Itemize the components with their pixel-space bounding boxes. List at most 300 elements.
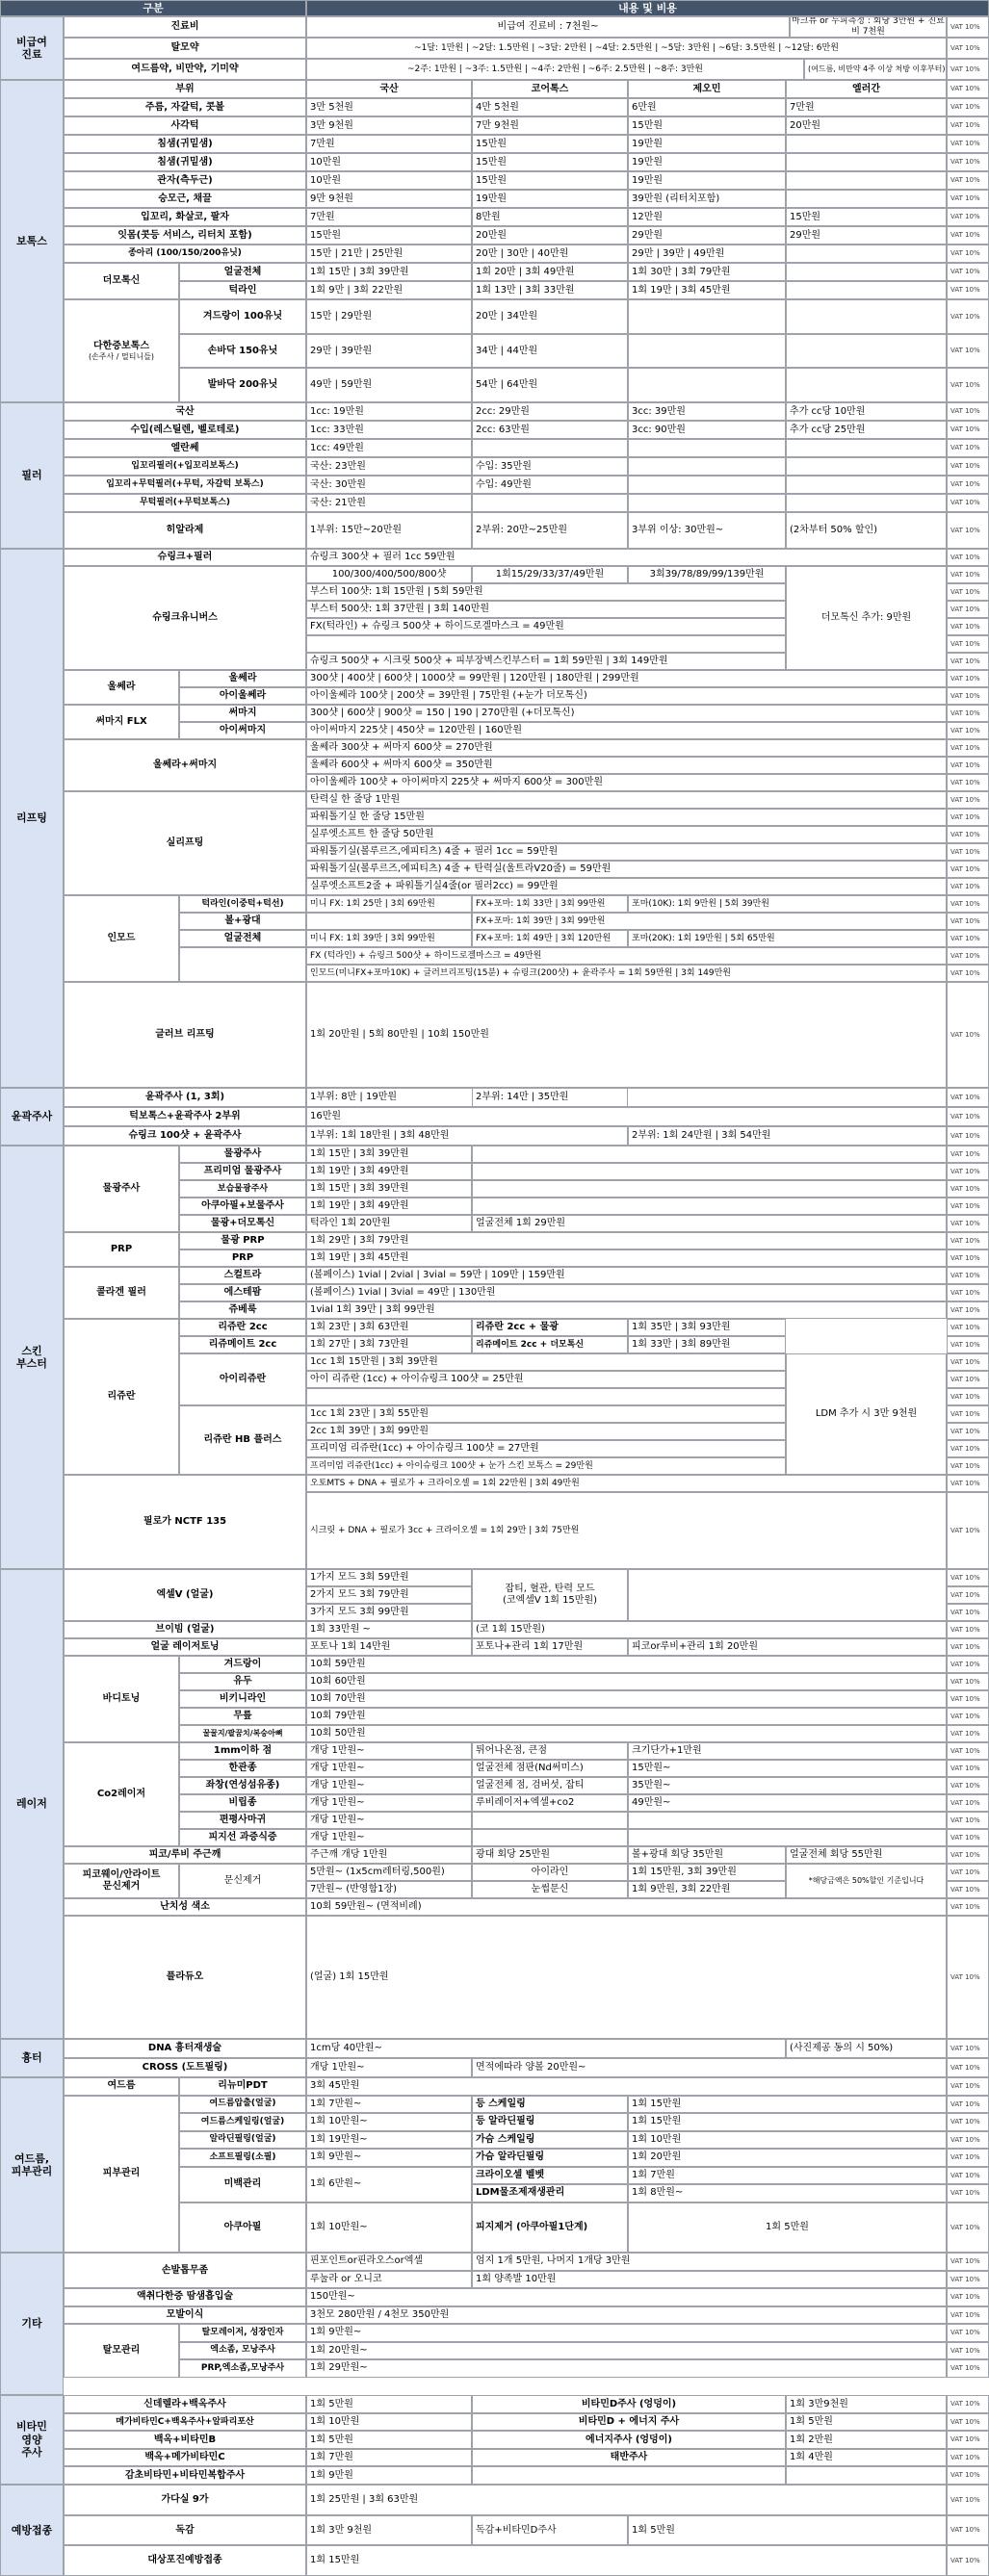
tattoo-label-1: 피코웨이/안라이트 <box>82 1869 161 1880</box>
cell-10: 7만 9천원 <box>472 116 628 135</box>
vat-label: VAT 10% <box>947 2096 989 2114</box>
vat-label: VAT 10% <box>947 1812 989 1829</box>
cell-55 <box>786 299 947 334</box>
cell-19: 19만원 <box>628 153 786 171</box>
cell-131 <box>306 913 472 930</box>
cell-139: 인모드(미니FX+포마10K) + 글러브리프팅(15분) + 슈링크(200샷) + 윤곽주사 = 1회 59만원 | 3회 149만원 <box>306 965 947 982</box>
cell-65 <box>786 368 947 402</box>
vat-label: VAT 10% <box>947 421 989 439</box>
vat-label: VAT 10% <box>947 1126 989 1146</box>
cell-328: 에너지주사 (엉덩이) <box>472 2431 786 2449</box>
cell-241: 개당 1만원~ <box>306 1812 472 1829</box>
cell-149: 2부위: 1회 24만원 | 3회 54만원 <box>628 1126 947 1146</box>
cell-335: 1회 9만원 <box>306 2466 472 2485</box>
cell-299: 1회 10만원~ <box>306 2202 472 2254</box>
cell-168: 1회 29만 | 3회 79만원 <box>306 1232 947 1249</box>
filler-label: 히알라제 <box>64 512 306 549</box>
cell-204 <box>628 1569 947 1621</box>
header-content: 내용 및 비용 <box>306 0 989 16</box>
row-label: 탈모약 <box>64 38 306 59</box>
vat-label: VAT 10% <box>947 208 989 226</box>
vat-label: VAT 10% <box>947 1232 989 1249</box>
vat-label: VAT 10% <box>947 583 989 601</box>
vat-label: VAT 10% <box>947 2359 989 2378</box>
cell-98: 3회39/78/89/99/139만원 <box>628 566 786 583</box>
cell-296: LDM물조제재생관리 <box>472 2184 628 2202</box>
vat-label: VAT 10% <box>947 1388 989 1405</box>
vat-label: VAT 10% <box>947 2202 989 2254</box>
cell-143: 1부위: 8만 | 19만원 <box>306 1088 628 1107</box>
filler-label: 국산 <box>64 402 306 421</box>
vat-label: VAT 10% <box>947 80 989 98</box>
cell-87 <box>472 494 628 512</box>
cell-320: 비타민D주사 (엉덩이) <box>472 2395 786 2413</box>
cell-135: FX+포마: 1회 49만 | 3회 120만원 <box>472 930 628 947</box>
cell-35: 29만원 <box>628 226 786 245</box>
cell-281: 1회 10만원~ <box>306 2113 472 2131</box>
vat-label: VAT 10% <box>947 494 989 512</box>
col-allergan: 엘러간 <box>786 80 947 98</box>
cell-184: 1회 27만 | 3회 73만원 <box>306 1336 472 1353</box>
cell-313: 1회 9만원~ <box>306 2324 947 2342</box>
vat-label: VAT 10% <box>947 1146 989 1163</box>
vat-label: VAT 10% <box>947 439 989 457</box>
cell-132: FX+포마: 1회 39만 | 3회 99만원 <box>472 913 947 930</box>
vat-label: VAT 10% <box>947 687 989 705</box>
cell-169: PRP <box>179 1249 306 1267</box>
cell-103: 슈링크 500샷 + 시크릿 500샷 + 피부장벽스킨부스터 = 1회 59만원 | 3회 149만원 <box>306 653 786 670</box>
vat-label: VAT 10% <box>947 1638 989 1656</box>
cell-183: 리쥬메이트 2cc <box>179 1336 306 1353</box>
vat-label: VAT 10% <box>947 98 989 116</box>
cell-144: 2부위: 14만 | 35만원 <box>472 1088 947 1107</box>
cell-126: 턱라인(이중턱+턱선) <box>179 895 306 913</box>
vat-label: VAT 10% <box>947 1180 989 1198</box>
cell-113: 아이써마지 225샷 | 450샷 = 120만원 | 160만원 <box>306 722 947 739</box>
botox-part: 관자(측두근) <box>64 171 306 190</box>
cell-85 <box>786 476 947 494</box>
cell-161: 1회 19만 | 3회 49만원 <box>306 1198 472 1215</box>
multi-subtitle: (손주사 / 멀티니들) <box>88 351 155 361</box>
cell-228: 한관종 <box>179 1760 306 1777</box>
cell-72: 3cc: 90만원 <box>628 421 786 439</box>
cell-0: 비급여 진료비 : 7천원~ <box>306 16 790 38</box>
cell-192: 1cc 1회 23만 | 3회 55만원 <box>306 1405 786 1423</box>
cell-181: 리쥬란 2cc + 물광 <box>472 1319 628 1336</box>
cell-289: 1회 9만원~ <box>306 2149 472 2167</box>
vat-label: VAT 10% <box>947 878 989 895</box>
cell-162 <box>472 1198 947 1215</box>
cell-268: (사진제공 동의 시 50%) <box>786 2039 947 2058</box>
cell-187: 아이리쥬란 <box>179 1353 306 1405</box>
vat-label: VAT 10% <box>947 1864 989 1881</box>
cell-22: 15만원 <box>472 171 628 190</box>
vat-label: VAT 10% <box>947 913 989 930</box>
vat-label: VAT 10% <box>947 368 989 402</box>
tattoo-label-2: 문신제거 <box>102 1881 141 1892</box>
vat-label: VAT 10% <box>947 1215 989 1232</box>
category-skinbooster: 스킨 부스터 <box>0 1146 64 1569</box>
cell-3: ~2주: 1만원 | ~3주: 1.5만원 | ~4주: 2만원 | ~6주: 2.5만원 | ~8주: 3만원 <box>306 59 804 80</box>
cell-211: 피코or루비+관리 1회 20만원 <box>628 1638 947 1656</box>
vat-label: VAT 10% <box>947 1708 989 1725</box>
vat-label: VAT 10% <box>947 1440 989 1457</box>
cell-89 <box>786 494 947 512</box>
cell-153 <box>472 1146 947 1163</box>
cell-37: 15만 | 21만 | 25만원 <box>306 245 472 263</box>
cell-237: 개당 1만원~ <box>306 1794 472 1812</box>
vat-label: VAT 10% <box>947 1656 989 1673</box>
vat-label: VAT 10% <box>947 1353 989 1371</box>
vat-label: VAT 10% <box>947 1492 989 1569</box>
cell-123: 파워톨기실(볼루르즈,에피티츠) 4줄 + 탄력실(울트라V20줄) = 59만원 <box>306 861 947 878</box>
cell-234: 얼굴전체 점, 검버섯, 잡티 <box>472 1777 628 1794</box>
cell-62: 49만 | 59만원 <box>306 368 472 402</box>
cell-253 <box>64 1864 179 1898</box>
cell-125: 인모드 <box>64 895 179 982</box>
cell-121: 실루엣소프트 한 줄당 50만원 <box>306 826 947 843</box>
vat-label: VAT 10% <box>947 2324 989 2342</box>
category-lifting: 리프팅 <box>0 549 64 1088</box>
filler-label: 엘란쎄 <box>64 439 306 457</box>
botox-part: 침샘(귀밑샘) <box>64 153 306 171</box>
cell-330: 백옥+메가비타민C <box>64 2449 306 2466</box>
vat-label: VAT 10% <box>947 549 989 566</box>
cell-174: 에스테팜 <box>179 1284 306 1301</box>
cell-49: 1회 19만 | 3회 45만원 <box>628 281 786 299</box>
cell-227: 크기단가+1만원 <box>628 1742 947 1760</box>
cell-263: 10회 59만원~ (면적비례) <box>306 1898 947 1916</box>
cell-338: 가다실 9가 <box>64 2485 306 2515</box>
cell-124: 실루엣소프트2줄 + 파워톨기실4줄(or 필러2cc) = 99만원 <box>306 878 947 895</box>
cell-140: 글러브 리프팅 <box>64 982 306 1088</box>
cell-197: 오토MTS + DNA + 필로가 + 크라이오셀 = 1회 22만원 | 3회 49만원 <box>306 1475 947 1492</box>
cell-230: 얼굴전체 점판(Nd써미스) <box>472 1760 628 1777</box>
cell-180: 1회 23만 | 3회 63만원 <box>306 1319 472 1336</box>
cell-150: 물광주사 <box>64 1146 179 1232</box>
cell-304: 루눌라 or 오니코 <box>306 2271 472 2289</box>
rejuran-note: LDM 추가 시 3만 9천원 <box>786 1353 947 1475</box>
cell-129: 포마(10K): 1회 9만원 | 5회 39만원 <box>628 895 947 913</box>
vat-label: VAT 10% <box>947 1846 989 1864</box>
vat-label: VAT 10% <box>947 2131 989 2150</box>
cell-176: 쥬베룩 <box>179 1301 306 1319</box>
cell-71: 2cc: 63만원 <box>472 421 628 439</box>
cell-317: 1회 29만원~ <box>306 2359 947 2378</box>
vat-label: VAT 10% <box>947 1760 989 1777</box>
botox-part: 입꼬리, 화살코, 팔자 <box>64 208 306 226</box>
vat-label: VAT 10% <box>947 635 989 653</box>
cell-194: 프리미엄 리쥬란(1cc) + 아이슈링크 100샷 = 27만원 <box>306 1440 786 1457</box>
cell-260: 1회 9만원, 3회 22만원 <box>628 1881 786 1898</box>
cell-235: 35만원~ <box>628 1777 947 1794</box>
vat-label: VAT 10% <box>947 476 989 494</box>
vat-label: VAT 10% <box>947 402 989 421</box>
cell-122: 파워톨기실(볼루르즈,에피티츠) 4줄 + 필러 1cc = 59만원 <box>306 843 947 861</box>
cell-170: 1회 19만 | 3회 45만원 <box>306 1249 947 1267</box>
cell-214: 10회 59만원 <box>306 1656 947 1673</box>
cell-48: 1회 13만 | 3회 33만원 <box>472 281 628 299</box>
cell-202: 3가지 모드 3회 99만원 <box>306 1604 472 1621</box>
cell-104: 울쎄라 <box>64 670 179 705</box>
cell-23: 19만원 <box>628 171 786 190</box>
cell-195: 프리미엄 리쥬란(1cc) + 아이슈링크 100샷 + 눈가 스킨 보톡스 = 29만원 <box>306 1457 786 1475</box>
category-acne: 여드름, 피부관리 <box>0 2077 64 2253</box>
cell-207: (코 1회 15만원) <box>472 1621 947 1638</box>
cell-212: 바디토닝 <box>64 1656 179 1742</box>
vat-label: VAT 10% <box>947 226 989 245</box>
cell-137 <box>179 947 306 982</box>
vat-label: VAT 10% <box>947 739 989 757</box>
cell-203: 잡티, 혈관, 탄력 모드 (코엑셀V 1회 15만원) <box>472 1569 628 1621</box>
cell-288: 소프트필링(소필) <box>179 2149 306 2167</box>
cell-340: 독감 <box>64 2515 306 2545</box>
cell-110: 써마지 <box>179 705 306 722</box>
vat-label: VAT 10% <box>947 601 989 618</box>
cell-339: 1회 25만원 | 3회 63만원 <box>306 2485 947 2515</box>
vat-label: VAT 10% <box>947 1088 989 1107</box>
cell-86: 국산: 21만원 <box>306 494 472 512</box>
cell-11: 15만원 <box>628 116 786 135</box>
cell-290: 가슴 알라딘필링 <box>472 2149 628 2167</box>
cell-199: 엑셀V (얼굴) <box>64 1569 306 1621</box>
vat-label: VAT 10% <box>947 1475 989 1492</box>
cell-332: 태반주사 <box>472 2449 786 2466</box>
cell-130: 볼+광대 <box>179 913 306 930</box>
vat-label: VAT 10% <box>947 2058 989 2077</box>
cell-205: 브이빔 (얼굴) <box>64 1621 306 1638</box>
cell-243 <box>628 1812 947 1829</box>
cell-21: 10만원 <box>306 171 472 190</box>
cell-77 <box>786 439 947 457</box>
vat-label: VAT 10% <box>947 2515 989 2545</box>
cell-159 <box>472 1180 947 1198</box>
cell-309: 모발이식 <box>64 2306 306 2325</box>
cell-141: 1회 20만원 | 5회 80만원 | 10회 150만원 <box>306 982 947 1088</box>
vat-label: VAT 10% <box>947 2271 989 2289</box>
cell-310: 3천모 280만원 / 4천모 350만원 <box>306 2306 947 2325</box>
cell-102 <box>306 635 786 653</box>
cell-261: *해당금액은 50%할인 기준입니다 <box>786 1864 947 1898</box>
cell-114: 울쎄라+써마지 <box>64 739 306 791</box>
cell-42: 1회 15만 | 3회 39만원 <box>306 263 472 281</box>
cell-151: 물광주사 <box>179 1146 306 1163</box>
cell-315: 1회 20만원~ <box>306 2342 947 2360</box>
cell-287: 1회 10만원 <box>628 2131 947 2150</box>
cell-112: 아이써마지 <box>179 722 306 739</box>
vat-label: VAT 10% <box>947 1569 989 1586</box>
vat-label: VAT 10% <box>947 722 989 739</box>
cell-63: 54만 | 64만원 <box>472 368 628 402</box>
vat-label: VAT 10% <box>947 1794 989 1812</box>
cell-69: 추가 cc당 10만원 <box>786 402 947 421</box>
cell-27: 39만원 (리터치포함) <box>628 190 786 208</box>
cell-239: 49만원~ <box>628 1794 947 1812</box>
cell-201: 2가지 모드 3회 79만원 <box>306 1586 472 1604</box>
vat-label: VAT 10% <box>947 2485 989 2515</box>
vat-label: VAT 10% <box>947 653 989 670</box>
cell-108: 아이울쎄라 100샷 | 200샷 = 39만원 | 75만원 (+눈가 더모톡신) <box>306 687 947 705</box>
vat-label: VAT 10% <box>947 2184 989 2202</box>
cell-250: 광대 회당 25만원 <box>472 1846 628 1864</box>
cell-262: 난치성 색소 <box>64 1898 306 1916</box>
cell-265: (얼굴) 1회 15만원 <box>306 1916 947 2039</box>
cell-75 <box>472 439 628 457</box>
cell-70: 1cc: 33만원 <box>306 421 472 439</box>
cell-47: 1회 9만 | 3회 22만원 <box>306 281 472 299</box>
cell-271: 면적에따라 양볼 20만원~ <box>472 2058 947 2077</box>
cell-255: 5만원~ (1x5cm레터링,500원) <box>306 1864 472 1881</box>
cell-84 <box>628 476 786 494</box>
cell-116: 울쎄라 600샷 + 써마지 600샷 = 350만원 <box>306 757 947 774</box>
dermo-label: 더모톡신 <box>64 263 179 299</box>
cell-14: 15만원 <box>472 135 628 153</box>
cell-78: 국산: 23만원 <box>306 457 472 476</box>
cell-325: 1회 5만원 <box>786 2413 947 2431</box>
cell-118: 실리프팅 <box>64 791 306 895</box>
cell-298: 아쿠아필 <box>179 2202 306 2254</box>
cell-160: 아쿠아필+보물주사 <box>179 1198 306 1215</box>
filler-label: 수입(레스틸렌, 벨로테로) <box>64 421 306 439</box>
cell-280: 여드름스케일링(얼굴) <box>179 2113 306 2131</box>
cell-45 <box>786 263 947 281</box>
vat-label: VAT 10% <box>947 2449 989 2466</box>
vat-label: VAT 10% <box>947 1198 989 1215</box>
cell-200: 1가지 모드 3회 59만원 <box>306 1569 472 1586</box>
cell-81 <box>786 457 947 476</box>
vat-label: VAT 10% <box>947 2395 989 2413</box>
cell-4: (여드름, 비만약 4주 이상 처방 이후부터) <box>804 59 947 80</box>
cell-244: 피지선 과증식증 <box>179 1829 306 1846</box>
cell-29: 7만원 <box>306 208 472 226</box>
cell-329: 1회 2만원 <box>786 2431 947 2449</box>
cell-53: 20만 | 34만원 <box>472 299 628 334</box>
cell-246 <box>472 1829 628 1846</box>
filler-label: 입꼬리필러(+입꼬리보톡스) <box>64 457 306 476</box>
cell-16 <box>786 135 947 153</box>
cell-216: 10회 60만원 <box>306 1673 947 1690</box>
cell-327: 1회 5만원 <box>306 2431 472 2449</box>
vat-label: VAT 10% <box>947 2149 989 2167</box>
cell-146: 16만원 <box>306 1107 947 1126</box>
vat-label: VAT 10% <box>947 2288 989 2306</box>
cell-82: 국산: 30만원 <box>306 476 472 494</box>
cell-34: 20만원 <box>472 226 628 245</box>
category-filler: 필러 <box>0 402 64 549</box>
vat-label: VAT 10% <box>947 1405 989 1423</box>
vat-label: VAT 10% <box>947 2039 989 2058</box>
vat-label: VAT 10% <box>947 281 989 299</box>
cell-326: 백옥+비타민B <box>64 2431 306 2449</box>
cell-242 <box>472 1812 628 1829</box>
cell-294: 크라이오셀 벨벳 <box>472 2167 628 2185</box>
cell-267: 1cm당 40만원~ <box>306 2039 786 2058</box>
cell-251: 볼+광대 회당 35만원 <box>628 1846 786 1864</box>
vat-label: VAT 10% <box>947 2545 989 2576</box>
cell-156 <box>472 1163 947 1180</box>
cell-171: 콜라겐 필러 <box>64 1267 179 1319</box>
cell-266: DNA 흉터재생술 <box>64 2039 306 2058</box>
cell-312: 탈모레이저, 성장인자 <box>179 2324 306 2342</box>
botox-part: 침샘(귀밑샘) <box>64 135 306 153</box>
vat-label: VAT 10% <box>947 774 989 791</box>
cell-115: 울쎄라 300샷 + 써마지 600샷 = 270만원 <box>306 739 947 757</box>
cell-17: 10만원 <box>306 153 472 171</box>
cell-13: 7만원 <box>306 135 472 153</box>
cell-38: 20만 | 30만 | 40만원 <box>472 245 628 263</box>
cell-218: 10회 70만원 <box>306 1690 947 1708</box>
cell-209: 포토나 1회 14만원 <box>306 1638 472 1656</box>
cell-1: 마크뷰 or 두피측정 : 회당 3만원 + 진료비 7천원 <box>790 16 947 38</box>
cell-94: 슈링크+필러 <box>64 549 306 566</box>
cell-73: 추가 cc당 25만원 <box>786 421 947 439</box>
cell-275: 피부관리 <box>64 2096 179 2254</box>
cell-301: 1회 5만원 <box>628 2202 947 2254</box>
cell-278: 등 스케일링 <box>472 2096 628 2114</box>
cell-229: 개당 1만원~ <box>306 1760 472 1777</box>
col-xeo: 제오민 <box>628 80 786 98</box>
vat-label: VAT 10% <box>947 263 989 281</box>
cell-28 <box>786 190 947 208</box>
cell-232: 좌창(연성섬유종) <box>179 1777 306 1794</box>
cell-300: 피지제거 (아쿠아필1단계) <box>472 2202 628 2254</box>
cell-324: 비타민D + 에너지 주사 <box>472 2413 786 2431</box>
vat-label: VAT 10% <box>947 947 989 965</box>
cell-155: 1회 19만 | 3회 49만원 <box>306 1163 472 1180</box>
cell-173: (볼페이스) 1vial | 2vial | 3vial = 59만 | 109만 | 159만원 <box>306 1267 947 1284</box>
vat-label: VAT 10% <box>947 1742 989 1760</box>
cell-277: 1회 7만원~ <box>306 2096 472 2114</box>
vat-label: VAT 10% <box>947 930 989 947</box>
cell-198: 시크릿 + DNA + 필로가 3cc + 크라이오셀 = 1회 29만 | 3회 75만원 <box>306 1492 947 1569</box>
cell-276: 여드름압출(얼굴) <box>179 2096 306 2114</box>
vat-label: VAT 10% <box>947 135 989 153</box>
cell-93: (2차부터 50% 할인) <box>786 512 947 549</box>
cell-76 <box>628 439 786 457</box>
cell-2: ~1달: 1만원 | ~2달: 1.5만원 | ~3달: 2만원 | ~4달: 2.5만원 | ~5달: 3만원 | ~6달: 3.5만원 | ~12달: 6만원 <box>306 38 947 59</box>
cell-178: 리쥬란 <box>64 1319 179 1475</box>
vat-label: VAT 10% <box>947 705 989 722</box>
cell-106: 300샷 | 400샷 | 600샷 | 1000샷 = 99만원 | 120만원 | 180만원 | 299만원 <box>306 670 947 687</box>
cell-7: 6만원 <box>628 98 786 116</box>
cell-282: 등 알라딘필링 <box>472 2113 628 2131</box>
cell-172: 스컬트라 <box>179 1267 306 1284</box>
vat-label: VAT 10% <box>947 171 989 190</box>
cell-219: 무릎 <box>179 1708 306 1725</box>
multi-label <box>64 299 179 402</box>
category-contour: 윤곽주사 <box>0 1088 64 1146</box>
cell-264: 플라듀오 <box>64 1916 306 2039</box>
cell-274: 3회 45만원 <box>306 2077 947 2096</box>
cell-293: 1회 6만원~ <box>306 2167 472 2202</box>
cell-182: 1회 35만 | 3회 93만원 <box>628 1319 786 1336</box>
cell-119: 탄력실 한 줄당 1만원 <box>306 791 947 809</box>
cell-343: 1회 5만원 <box>628 2515 947 2545</box>
vat-label: VAT 10% <box>947 1586 989 1604</box>
vat-label: VAT 10% <box>947 38 989 59</box>
vat-label: VAT 10% <box>947 965 989 982</box>
cell-158: 1회 15만 | 3회 39만원 <box>306 1180 472 1198</box>
vat-label: VAT 10% <box>947 1916 989 2039</box>
cell-341: 1회 3만 9천원 <box>306 2515 472 2545</box>
vat-label: VAT 10% <box>947 1673 989 1690</box>
vat-label: VAT 10% <box>947 1107 989 1126</box>
cell-252: 얼굴전체 회당 55만원 <box>786 1846 947 1864</box>
vat-label: VAT 10% <box>947 2342 989 2360</box>
cell-18: 15만원 <box>472 153 628 171</box>
cell-319: 1회 5만원 <box>306 2395 472 2413</box>
cell-163: 물광+더모톡신 <box>179 1215 306 1232</box>
